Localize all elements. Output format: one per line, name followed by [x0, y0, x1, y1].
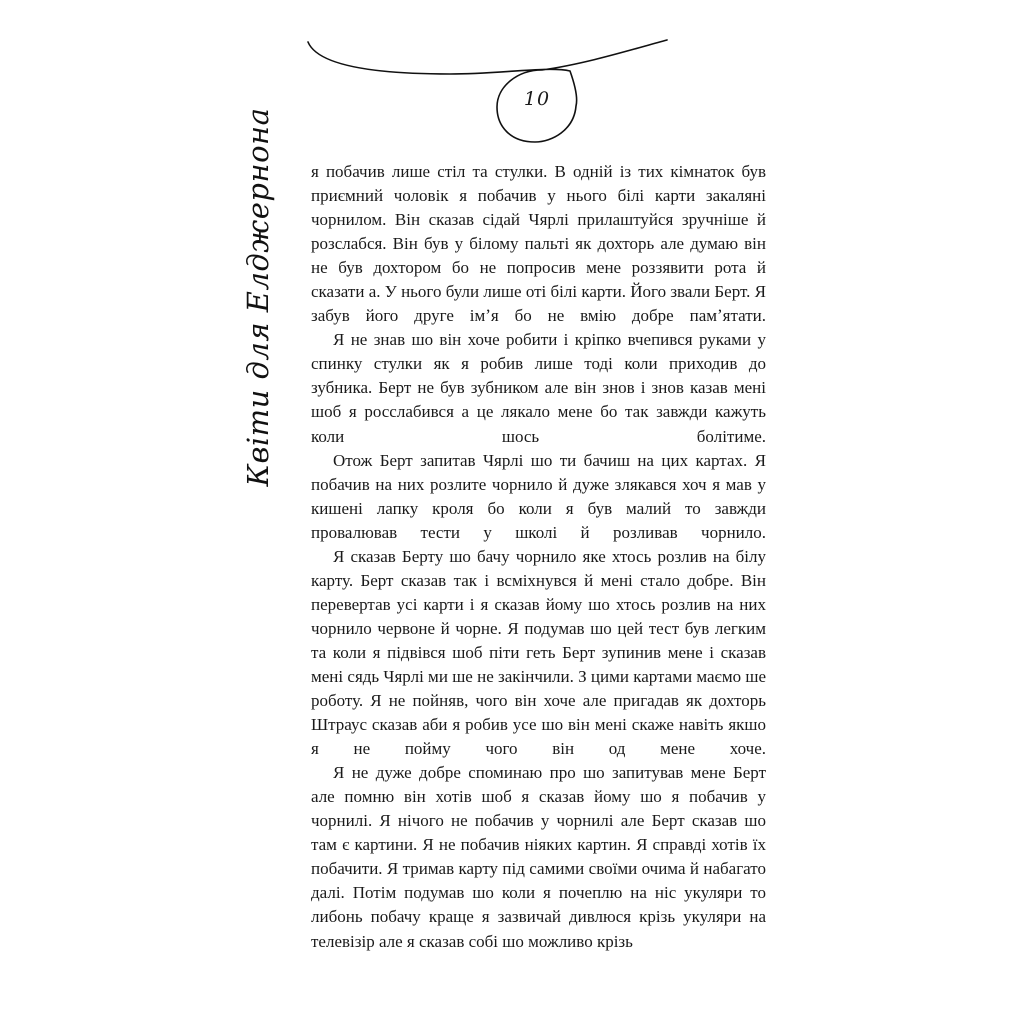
- page-number: 10: [523, 88, 551, 110]
- paragraph: Я сказав Берту шо бачу чорнило яке хтось розлив на білу карту. Берт сказав так і всміхнувся й мені стало добре. Він перевертав усі карти і я сказав йому шо хтось розлив на них чорнило червоне й чорне. Я подумав шо цей тест був легким та коли я підвівся шоб піти геть Берт зупинив мене і сказав мені сядь Чярлі ми ше не закінчили. З цими картами маємо ше роботу. Я не пойняв, чого він хоче але пригадав як дохторь Штраус сказав аби я робив усе шо він мені скаже навіть якшо я не пойму чого він од мене хоче.: [311, 546, 766, 759]
- paragraph: Я не знав шо він хоче робити і кріпко вчепився руками у спинку стулки як я робив лише тоді коли приходив до зубника. Берт не був зубником але він знов і знов казав мені шоб я росслабився а це лякало мене бо так завжди кажуть коли шось болітиме.: [311, 330, 766, 446]
- paragraph: Я не дуже добре споминаю про шо запитував мене Берт але помню він хотів шоб я сказав йому шо я побачив у чорнилі. Я нічого не побачив у чорнилі але Берт сказав шо там є картини. Я не побачив ніяких картин. Я справді хотів їх побачити. Я тримав карту під самими своїми очима й набагато далі. Потім подумав шо коли я почеплю на ніс укуляри то либонь побачу краще я зазвичай дивлюся крізь укуляри на телевізір але я сказав собі шо можливо крізь: [311, 763, 766, 951]
- body-text: [311, 160, 766, 954]
- ornament-flourish: [308, 40, 667, 142]
- book-title: Квіти для Елджернона: [241, 107, 275, 487]
- paragraph: Отож Берт запитав Чярлі шо ти бачиш на цих картах. Я побачив на них розлите чорнило й дуже злякався хоч я мав у кишені лапку кроля бо коли я був малий то завжди провалював тести у школі й розливав чорнило.: [311, 450, 766, 542]
- paragraph: я побачив лише стіл та стулки. В одній із тих кімнаток був приємний чоловік я побачив у нього білі карти закаляні чорнилом. Він сказав сідай Чярлі прилаштуйся зручніше й розслабся. Він був у білому пальті як дохторь але думаю він не був дохтором бо не попросив мене роззявити рота й сказати а. У нього були лише оті білі карти. Його звали Берт. Я забув його друге імʼя бо не вмію добре памʼятати.: [311, 162, 766, 326]
